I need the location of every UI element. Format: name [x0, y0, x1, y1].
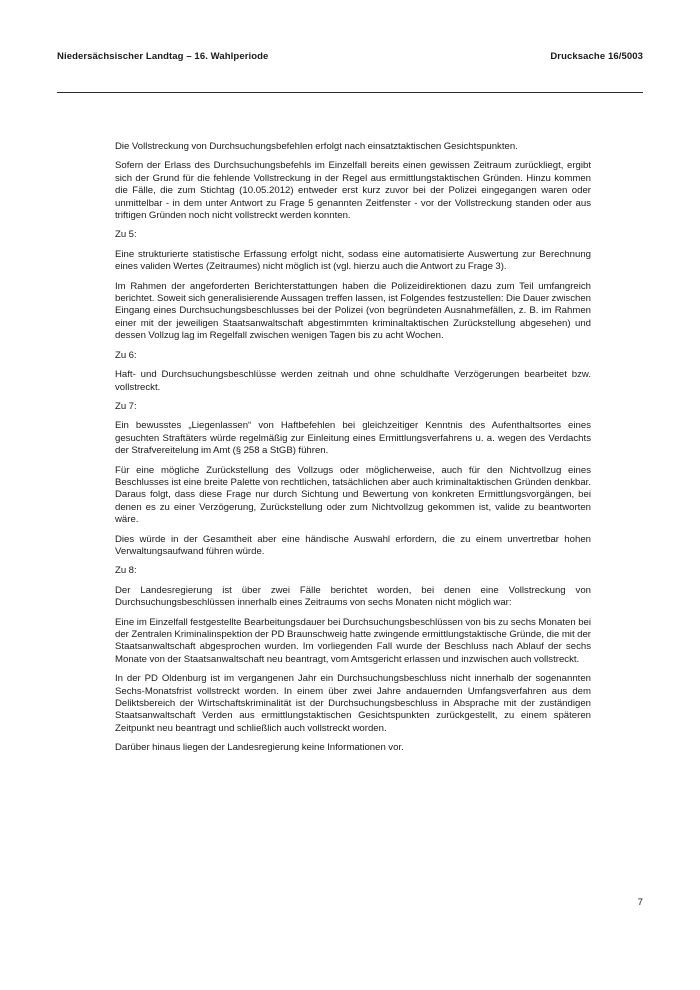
section-heading: Zu 8:	[115, 565, 137, 577]
section-heading: Zu 7:	[115, 400, 137, 412]
paragraph: Sofern der Erlass des Durchsuchungsbefehls im Einzelfall bereits einen gewissen Zeitraum zurückliegt, ergibt sich der Grund für die fehlende Vollstreckung in der Regel aus ermittlungstaktischen Gründen. Hinzu kommen die Fälle, die zum Stichtag (10.05.2012) entweder erst kurz zuvor bei der Polizei eingegangen waren oder unmittelbar - in dem unter Antwort zu Frage 5 genannten Zeitfenster - vor der Vollstreckung standen oder aus triftigen Gründen noch nicht vollstreckt werden konnten.	[115, 160, 591, 222]
paragraph: Im Rahmen der angeforderten Berichterstattungen haben die Polizeidirektionen dazu zum Teil umfangreich berichtet. Soweit sich generalisierende Aussagen treffen lassen, ist Folgendes festzustellen: Die Dauer zwischen Eingang eines Durchsuchungsbeschlusses bei der Polizei (von begründeten Ausnahmefällen, z. B. im Rahmen einer mit der jeweiligen Staatsanwaltschaft abgestimmten kriminaltaktischen Zurückstellung abgesehen) und dessen Vollzug lag im Regelfall zwischen wenigen Tagen bis zu acht Wochen.	[115, 280, 591, 342]
header-rule	[57, 92, 643, 93]
paragraph: Eine strukturierte statistische Erfassung erfolgt nicht, sodass eine automatisierte Auswertung zur Berechnung eines validen Wertes (Zeitraumes) nicht möglich ist (vgl. hierzu auch die Antwort zu Frage 3).	[115, 248, 591, 273]
paragraph: In der PD Oldenburg ist im vergangenen Jahr ein Durchsuchungsbeschluss nicht innerhalb der sogenannten Sechs-Monatsfrist vollstreckt worden. In einem über zwei Jahre andauernden Umfangsverfahren aus dem Deliktsbereich der Wirtschaftskriminalität ist der Durchsuchungsbeschluss in Absprache mit der zuständigen Staatsanwaltschaft Verden aus ermittlungstaktischen Gesichtspunkten zurückgestellt, zu einem späteren Zeitpunkt neu beantragt und schließlich auch vollstreckt worden.	[115, 673, 591, 734]
paragraph: Darüber hinaus liegen der Landesregierung keine Informationen vor.	[115, 742, 404, 754]
paragraph: Haft- und Durchsuchungsbeschlüsse werden zeitnah und ohne schuldhafte Verzögerungen bearbeitet bzw. vollstreckt.	[115, 369, 591, 393]
document-body	[115, 141, 591, 762]
paragraph: Für eine mögliche Zurückstellung des Vollzugs oder möglicherweise, auch für den Nichtvollzug eines Beschlusses ist eine breite Palette von rechtlichen, tatsächlichen aber auch kriminaltaktischen Gründen denkbar. Daraus folgt, dass diese Frage nur durch Sichtung und Bewertung von konkreten Ermittlungsvorgängen, bei denen es zu einer Verzögerung, Zurückstellung oder zum Nichtvollzug gekommen ist, valide zu beantworten wäre.	[115, 464, 591, 526]
page-number: 7	[637, 897, 643, 908]
paragraph: Dies würde in der Gesamtheit aber eine händische Auswahl erfordern, die zu einem unvertretbar hohen Verwaltungsaufwand führen würde.	[115, 533, 591, 557]
header-left-title: Niedersächsischer Landtag – 16. Wahlperiode	[57, 51, 269, 62]
header-right-title: Drucksache 16/5003	[550, 51, 643, 62]
paragraph: Eine im Einzelfall festgestellte Bearbeitungsdauer bei Durchsuchungsbeschlüssen von bis zu sechs Monaten bei der Zentralen Kriminalinspektion der PD Braunschweig hatte zwingende ermittlungstaktische Gründe, die mit der Staatsanwaltschaft abgesprochen wurden. Im vorliegenden Fall wurde der Beschluss nach Ablauf der sechs Monate von der Staatsanwaltschaft neu beantragt, vom Amtsgericht erlassen und inzwischen auch vollstreckt.	[115, 616, 591, 665]
paragraph: Ein bewusstes „Liegenlassen“ von Haftbefehlen bei gleichzeitiger Kenntnis des Aufenthaltsortes eines gesuchten Straftäters würde regelmäßig zur Einleitung eines Ermittlungsverfahrens u. a. wegen des Verdachts der Strafvereitelung im Amt (§ 258 a StGB) führen.	[115, 420, 591, 457]
paragraph: Die Vollstreckung von Durchsuchungsbefehlen erfolgt nach einsatztaktischen Gesichtspunkten.	[115, 141, 518, 152]
section-heading: Zu 6:	[115, 349, 137, 361]
document-header	[57, 51, 643, 62]
section-heading: Zu 5:	[115, 229, 137, 241]
paragraph: Der Landesregierung ist über zwei Fälle berichtet worden, bei denen eine Vollstreckung von Durchsuchungsbeschlüssen innerhalb eines Zeitraums von sechs Monaten nicht möglich war:	[115, 584, 591, 609]
